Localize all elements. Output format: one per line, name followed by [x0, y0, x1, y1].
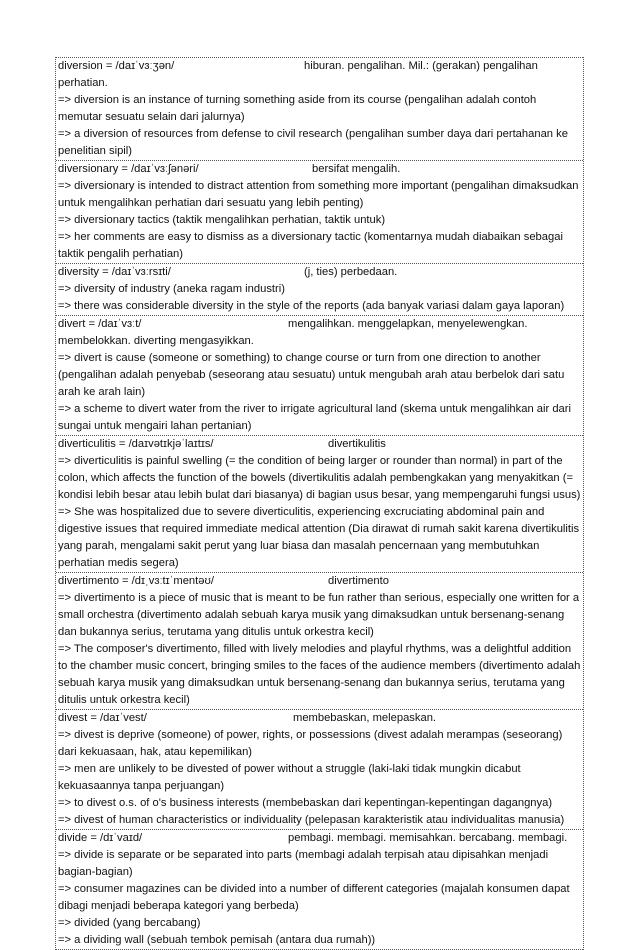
- example-line: => divest is deprive (someone) of power, rights, or possessions (divest adalah merampas (seseorang) dari kekuasaan, hak, atau kepemilikan): [58, 729, 563, 758]
- entry-divide: [56, 829, 583, 950]
- entry-meaning-continued: perhatian.: [58, 77, 108, 89]
- entry-term: divest = /daɪˈvest/: [58, 712, 147, 724]
- entry-header: [58, 264, 583, 281]
- entry-meaning: membebaskan, melepaskan.: [293, 712, 437, 724]
- entry-meaning: pembagi. membagi. memisahkan. bercabang. membagi.: [288, 832, 568, 844]
- entry-divest: [56, 709, 583, 829]
- example-line: => men are unlikely to be divested of power without a struggle (laki-laki tidak mungkin dicabut kekuasaannya tanpa perjuangan): [58, 763, 521, 792]
- entry-header: [58, 58, 583, 75]
- entry-diversionary: [56, 160, 583, 263]
- entry-term: divertimento = /dɪˌvɜːtɪˈmentəʊ/: [58, 575, 214, 587]
- example-line: => a dividing wall (sebuah tembok pemisah (antara dua rumah)): [58, 934, 376, 946]
- entry-term: diversion = /daɪˈvɜːʒən/: [58, 60, 175, 72]
- example-line: => diversionary is intended to distract attention from something more important (pengalihan dimaksudkan untuk mengalihkan perhatian dari sesuatu yang lebih penting): [58, 180, 579, 209]
- entry-meaning: divertimento: [328, 575, 389, 587]
- dictionary-document: [55, 57, 584, 950]
- example-line: => divert is cause (someone or something) to change course or turn from one direction to another (pengalihan adalah penyebab (seseorang atau sesuatu) untuk mengubah arah atau berbelok dari satu arah ke arah lain): [58, 352, 565, 398]
- entry-meaning: hiburan. pengalihan. Mil.: (gerakan) pengalihan: [304, 60, 538, 72]
- entry-meaning: (j, ties) perbedaan.: [304, 266, 398, 278]
- entry-header: [58, 161, 583, 178]
- entry-term: diverticulitis = /daɪvətɪkjəˈlaɪtɪs/: [58, 438, 214, 450]
- entry-term: diversity = /daɪˈvɜːrsɪti/: [58, 266, 171, 278]
- example-line: => divest of human characteristics or individuality (pelepasan karakteristik atau individualitas manusia): [58, 814, 565, 826]
- entry-header: [58, 830, 583, 847]
- example-line: => her comments are easy to dismiss as a diversionary tactic (komentarnya mudah diabaikan sebagai taktik pengalih perhatian): [58, 231, 563, 260]
- example-line: => She was hospitalized due to severe diverticulitis, experiencing excruciating abdominal pain and digestive issues that required immediate medical attention (Dia dirawat di rumah sakit karena divertikulitis yang parah, mengalami sakit perut yang luar biasa dan masalah pencernaan yang membutuhkan perhatian medis segera): [58, 506, 580, 569]
- entry-meaning-continued: membelokkan. diverting mengasyikkan.: [58, 335, 254, 347]
- entry-divertimento: [56, 572, 583, 709]
- entry-header: [58, 710, 583, 727]
- entry-term: divert = /daɪˈvɜːt/: [58, 318, 142, 330]
- example-line: => divided (yang bercabang): [58, 917, 201, 929]
- entry-divert: [56, 315, 583, 435]
- example-line: => The composer's divertimento, filled with lively melodies and playful rhythms, was a delightful addition to the chamber music concert, bringing smiles to the faces of the audience members (divertimento adalah sebuah karya musik yang dimaksudkan untuk bersenang-senang dan bukannya serius, terutama yang ditulis untuk orkestra kecil): [58, 643, 581, 706]
- entry-meaning: divertikulitis: [328, 438, 386, 450]
- entry-term: divide = /dɪˈvaɪd/: [58, 832, 143, 844]
- example-line: => a scheme to divert water from the river to irrigate agricultural land (skema untuk mengalihkan air dari sungai untuk mengairi lahan pertanian): [58, 403, 571, 432]
- entry-header: [58, 436, 583, 453]
- example-line: => diversionary tactics (taktik mengalihkan perhatian, taktik untuk): [58, 214, 386, 226]
- example-line: => diversion is an instance of turning something aside from its course (pengalihan adalah contoh memutar sesuatu selain dari jalurnya): [58, 94, 537, 123]
- entry-meaning: mengalihkan. menggelapkan, menyelewengkan.: [288, 318, 528, 330]
- entry-diversity: [56, 263, 583, 315]
- entry-header: [58, 573, 583, 590]
- example-line: => a diversion of resources from defense to civil research (pengalihan sumber daya dari pertahanan ke penelitian sipil): [58, 128, 568, 157]
- entry-term: diversionary = /daɪˈvɜːʃənəri/: [58, 163, 199, 175]
- example-line: => divertimento is a piece of music that is meant to be fun rather than serious, especially one written for a small orchestra (divertimento adalah sebuah karya musik yang dimaksudkan untuk bersenang-senang dan bukannya serius, terutama yang ditulis untuk orkestra kecil): [58, 592, 580, 638]
- example-line: => there was considerable diversity in the style of the reports (ada banyak variasi dalam gaya laporan): [58, 300, 565, 312]
- example-line: => diverticulitis is painful swelling (= the condition of being larger or rounder than normal) in part of the colon, which affects the function of the bowels (divertikulitis adalah pembengkakan yang menyakitkan (= kondisi lebih besar atau lebih bulat dari biasanya) di bagian usus besar, yang mempengaruhi fungsi usus): [58, 455, 581, 501]
- entry-diverticulitis: [56, 435, 583, 572]
- entry-diversion: [56, 57, 583, 160]
- example-line: => consumer magazines can be divided into a number of different categories (majalah konsumen dapat dibagi menjadi beberapa kategori yang berbeda): [58, 883, 570, 912]
- example-line: => diversity of industry (aneka ragam industri): [58, 283, 285, 295]
- entry-meaning: bersifat mengalih.: [312, 163, 401, 175]
- example-line: => divide is separate or be separated into parts (membagi adalah terpisah atau dipisahkan menjadi bagian-bagian): [58, 849, 549, 878]
- example-line: => to divest o.s. of o's business interests (membebaskan dari kepentingan-kepentingan dagangnya): [58, 797, 553, 809]
- entry-header: [58, 316, 583, 333]
